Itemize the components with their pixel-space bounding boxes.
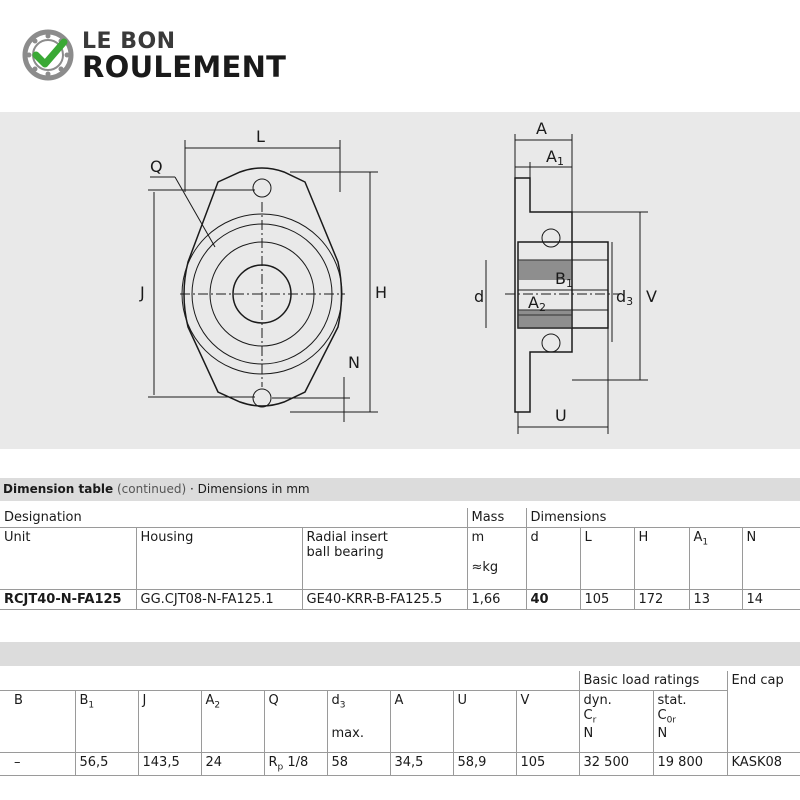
header-A2: $A_2$ <box>201 691 264 753</box>
header-mass: Mass <box>467 508 526 528</box>
cell-end-cap: KASK08 <box>727 753 800 776</box>
cell-B1: 56,5 <box>75 753 138 776</box>
header-basic-load: Basic load ratings <box>579 671 727 691</box>
label-H: H <box>375 283 388 302</box>
label-N: N <box>348 353 360 372</box>
cell-B: – <box>0 753 75 776</box>
cell-d3: 58 <box>327 753 390 776</box>
header-V: V <box>516 691 579 753</box>
header-d: d <box>526 528 580 590</box>
header-B: B <box>0 691 75 753</box>
label-B1: B1 <box>555 269 573 290</box>
cell-housing: GG.CJT08-N-FA125.1 <box>136 590 302 610</box>
header-A1: $A_1$ <box>689 528 742 590</box>
label-A2: A2 <box>528 293 546 314</box>
header-L: L <box>580 528 634 590</box>
logo-line2: ROULEMENT <box>82 50 287 84</box>
label-d: d <box>474 287 485 306</box>
bearing-unit-drawing <box>0 112 800 449</box>
cell-U: 58,9 <box>453 753 516 776</box>
header-B1: $B_1$ <box>75 691 138 753</box>
header-N: N <box>742 528 800 590</box>
header-Q: Q <box>264 691 327 753</box>
cell-J: 143,5 <box>138 753 201 776</box>
header-A: A <box>390 691 453 753</box>
label-L: L <box>256 127 265 146</box>
cell-L: 105 <box>580 590 634 610</box>
cell-A1: 13 <box>689 590 742 610</box>
dimension-table-2 <box>0 671 800 776</box>
header-d3: $d_3$ max. <box>327 691 390 753</box>
header-J: J <box>138 691 201 753</box>
table-title: Dimension table (continued) · Dimensions in mm <box>3 482 310 496</box>
technical-drawing <box>0 112 800 449</box>
cell-A: 34,5 <box>390 753 453 776</box>
label-A: A <box>536 119 547 138</box>
cell-Q: $R_p$ 1/8 <box>264 753 327 776</box>
table-row <box>0 590 800 610</box>
header-U: U <box>453 691 516 753</box>
header-unit: Unit <box>0 528 136 590</box>
header-m: m ≈kg <box>467 528 526 590</box>
cell-N: 14 <box>742 590 800 610</box>
label-V: V <box>646 287 657 306</box>
cell-bearing: GE40-KRR-B-FA125.5 <box>302 590 467 610</box>
header-dyn: dyn. $C_r$ N <box>579 691 653 753</box>
cell-H: 172 <box>634 590 689 610</box>
header-housing: Housing <box>136 528 302 590</box>
dimension-table-1 <box>0 508 800 610</box>
logo-line1: LE BON <box>82 29 176 54</box>
label-Q: Q <box>150 157 163 176</box>
header-designation: Designation <box>0 508 467 528</box>
header-stat: stat. $C_{0r}$ N <box>653 691 727 753</box>
cell-A2: 24 <box>201 753 264 776</box>
label-A1: A1 <box>546 147 564 168</box>
cell-C0r: 19 800 <box>653 753 727 776</box>
header-end-cap-blank <box>727 691 800 753</box>
table-row <box>0 753 800 776</box>
separator-band <box>0 642 800 666</box>
label-J: J <box>140 283 145 302</box>
header-radial-bearing: Radial insert ball bearing <box>302 528 467 590</box>
header-dimensions: Dimensions <box>526 508 800 528</box>
header-end-cap: End cap <box>727 671 800 691</box>
cell-Cr: 32 500 <box>579 753 653 776</box>
cell-unit: RCJT40-N-FA125 <box>0 590 136 610</box>
label-d3: d3 <box>616 287 634 308</box>
bearing-check-icon <box>22 28 78 84</box>
cell-mass: 1,66 <box>467 590 526 610</box>
cell-d: 40 <box>526 590 580 610</box>
header-blank <box>0 671 579 691</box>
cell-V: 105 <box>516 753 579 776</box>
label-U: U <box>555 406 567 425</box>
logo <box>22 26 302 86</box>
header-H: H <box>634 528 689 590</box>
